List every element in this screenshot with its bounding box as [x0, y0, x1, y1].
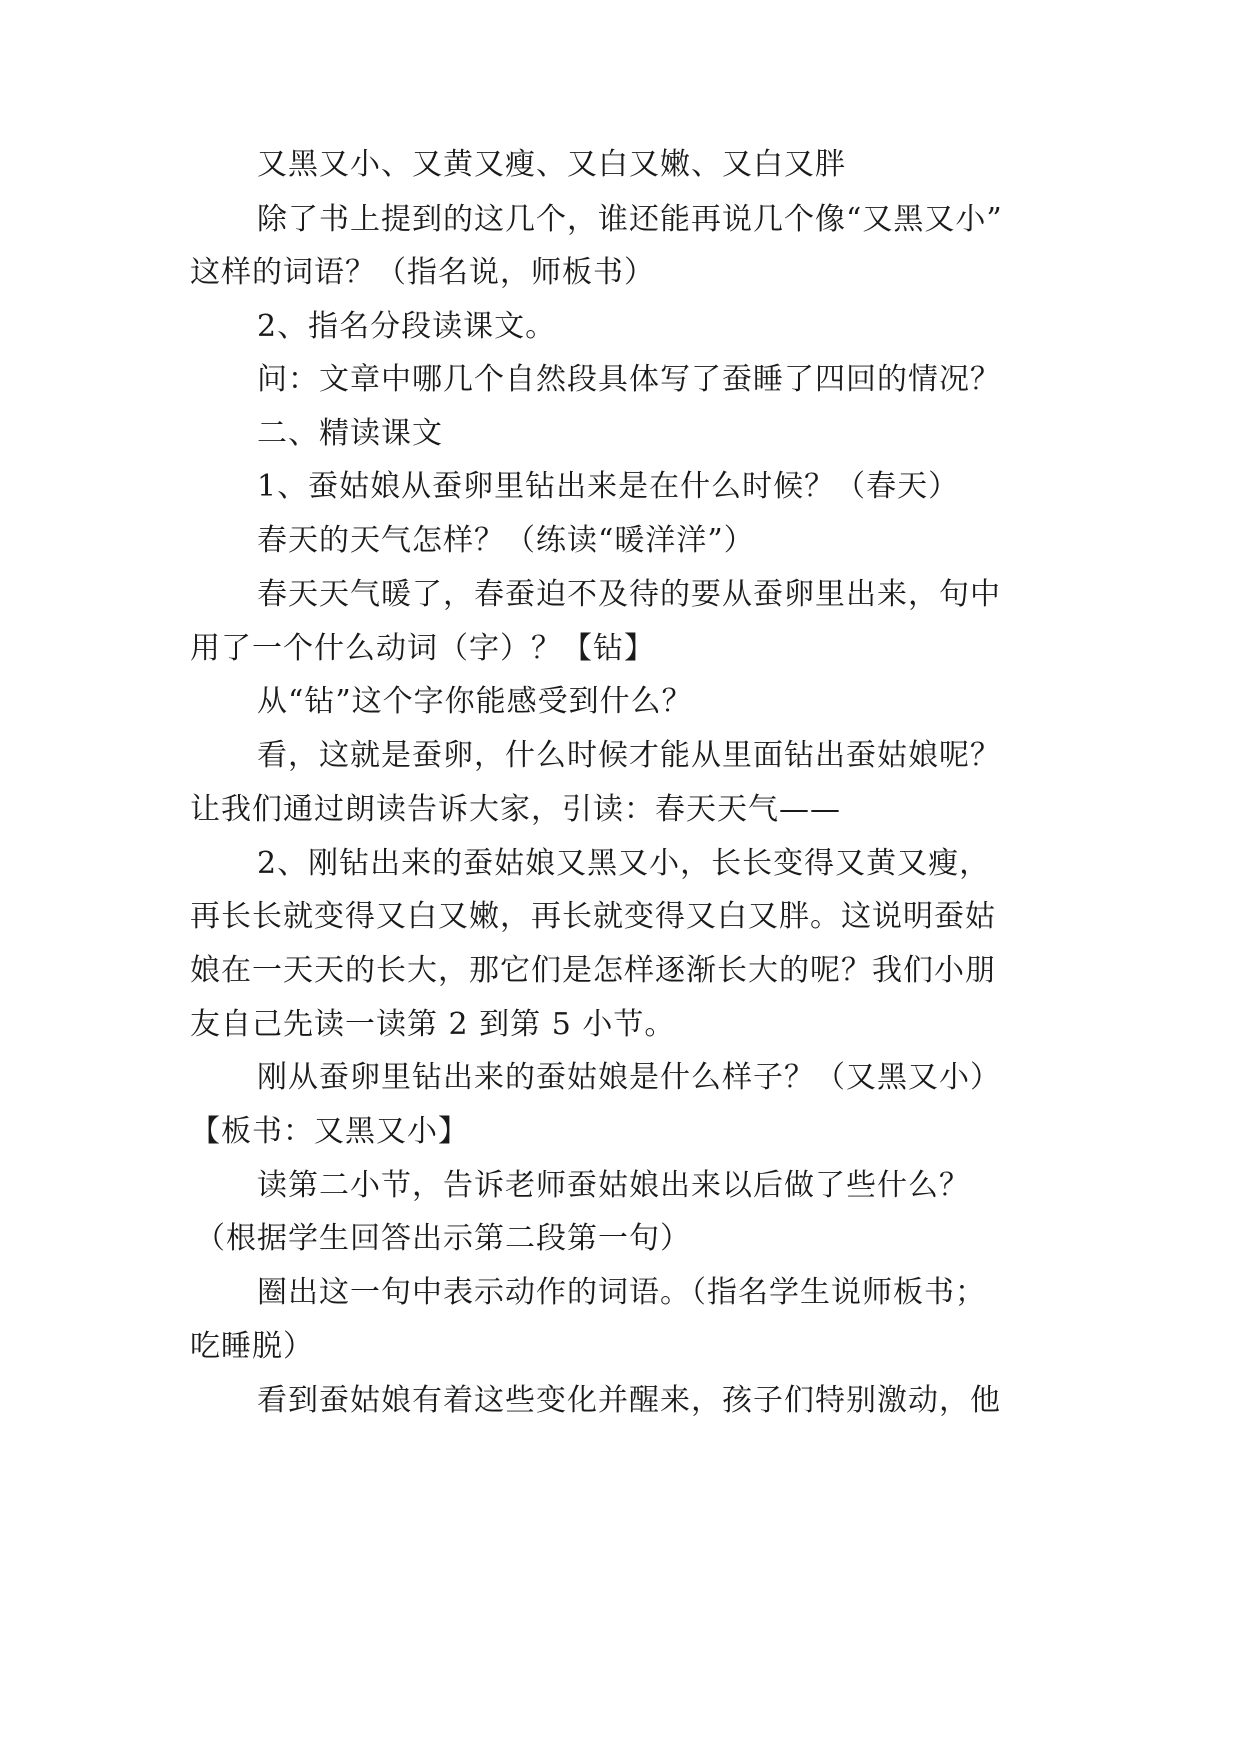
text-line: 2、刚钻出来的蚕姑娘又黑又小，长长变得又黄又瘦，	[257, 846, 991, 881]
text-line: 问：文章中哪几个自然段具体写了蚕睡了四回的情况？	[257, 362, 1001, 397]
text-line: 又黑又小、又黄又瘦、又白又嫩、又白又胖	[257, 147, 846, 182]
text-line: 1、蚕姑娘从蚕卵里钻出来是在什么时候？（春天）	[257, 469, 960, 504]
text-line: 娘在一天天的长大，那它们是怎样逐渐长大的呢？我们小朋	[190, 953, 996, 988]
text-line: 圈出这一句中表示动作的词语。（指名学生说师板书；	[257, 1275, 986, 1310]
text-line: 吃睡脱）	[190, 1329, 314, 1364]
text-line: 刚从蚕卵里钻出来的蚕姑娘是什么样子？（又黑又小）	[257, 1060, 1001, 1095]
text-line: 友自己先读一读第 2 到第 5 小节。	[190, 1007, 676, 1042]
text-line: 从“钻”这个字你能感受到什么？	[257, 684, 693, 719]
text-line: 用了一个什么动词（字）？【钻】	[190, 631, 655, 666]
text-line: 再长长就变得又白又嫩，再长就变得又白又胖。这说明蚕姑	[190, 899, 996, 934]
text-line: 这样的词语？（指名说，师板书）	[190, 255, 655, 290]
text-line: 让我们通过朗读告诉大家，引读：春天天气——	[190, 792, 841, 827]
text-line: 2、指名分段读课文。	[257, 309, 557, 344]
text-line: （根据学生回答出示第二段第一句）	[195, 1221, 691, 1256]
text-line: 看，这就是蚕卵，什么时候才能从里面钻出蚕姑娘呢？	[257, 738, 1001, 773]
text-line: 读第二小节，告诉老师蚕姑娘出来以后做了些什么？	[257, 1168, 970, 1203]
text-line: 看到蚕姑娘有着这些变化并醒来，孩子们特别激动，他	[257, 1383, 1001, 1418]
text-line: 【板书：又黑又小】	[190, 1114, 469, 1149]
text-line: 除了书上提到的这几个，谁还能再说几个像“又黑又小”	[257, 202, 1003, 237]
text-line: 春天天气暖了，春蚕迫不及待的要从蚕卵里出来，句中	[257, 577, 1001, 612]
text-line: 春天的天气怎样？（练读“暖洋洋”）	[257, 523, 755, 558]
section-heading: 二、精读课文	[257, 416, 443, 451]
